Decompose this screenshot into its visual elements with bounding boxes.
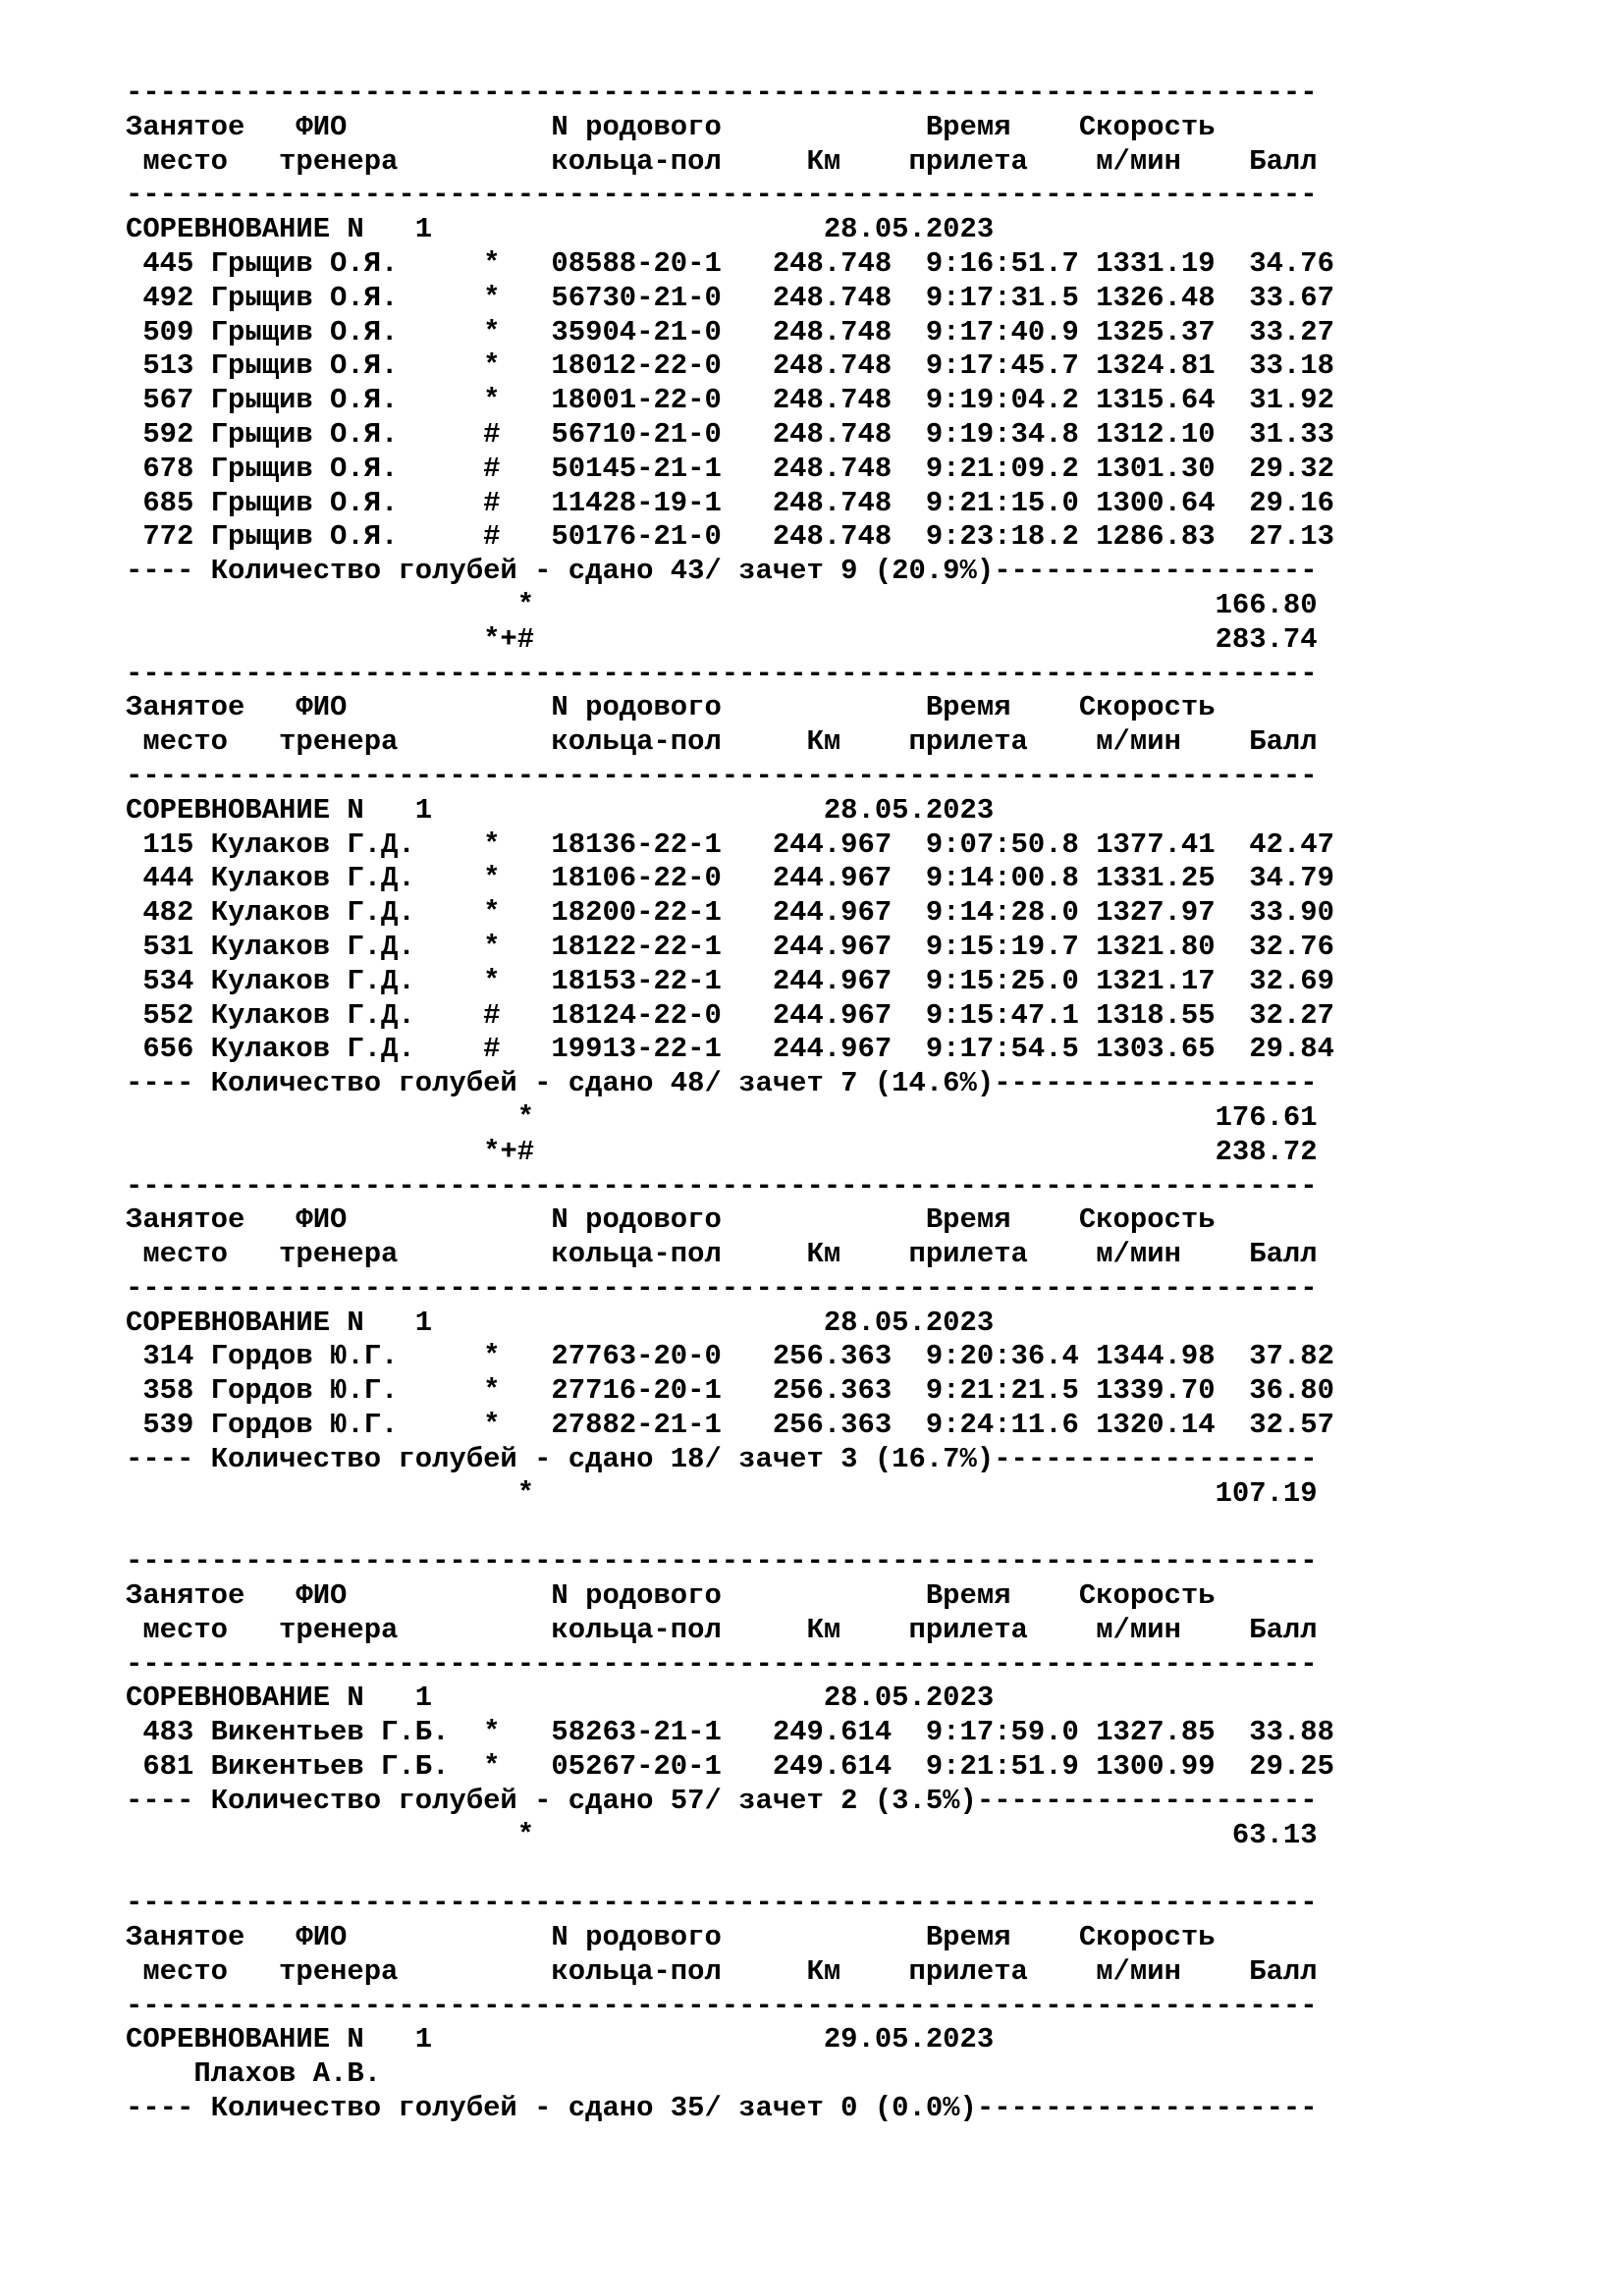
summary-line: ---- Количество голубей - сдано 18/ зачет 3 (16.7%)------------------- (126, 1442, 1318, 1475)
total-line: * 63.13 (126, 1818, 1318, 1851)
summary-line: ---- Количество голубей - сдано 43/ зачет 9 (20.9%)------------------- (126, 555, 1318, 588)
competition-line: СОРЕВНОВАНИЕ N 1 28.05.2023 (126, 213, 995, 246)
column-header-line: место тренера кольца-пол Км прилета м/мин Балл (126, 144, 1318, 178)
blank-line (126, 1511, 1334, 1545)
separator-line: ---------------------------------------------------------------------- (126, 759, 1318, 792)
total-line: * 176.61 (126, 1100, 1318, 1134)
separator-line: ---------------------------------------------------------------------- (126, 179, 1318, 212)
result-row: 513 Грыщив О.Я. * 18012-22-0 248.748 9:17:45.7 1324.81 33.18 (126, 349, 1334, 383)
result-row: 444 Кулаков Г.Д. * 18106-22-0 244.967 9:14:00.8 1331.25 34.79 (126, 862, 1334, 895)
separator-line: ---------------------------------------------------------------------- (126, 1887, 1318, 1920)
result-row: 314 Гордов Ю.Г. * 27763-20-0 256.363 9:20:36.4 1344.98 37.82 (126, 1340, 1334, 1373)
summary-line: ---- Количество голубей - сдано 48/ зачет 7 (14.6%)------------------- (126, 1067, 1318, 1100)
result-row: 539 Гордов Ю.Г. * 27882-21-1 256.363 9:24:11.6 1320.14 32.57 (126, 1409, 1334, 1442)
result-row: 685 Грыщив О.Я. # 11428-19-1 248.748 9:21:15.0 1300.64 29.16 (126, 486, 1334, 519)
separator-line: ---------------------------------------------------------------------- (126, 657, 1318, 690)
column-header-line: место тренера кольца-пол Км прилета м/мин Балл (126, 1238, 1318, 1271)
separator-line: ---------------------------------------------------------------------- (126, 77, 1318, 109)
separator-line: ---------------------------------------------------------------------- (126, 1545, 1318, 1578)
column-header-line: место тренера кольца-пол Км прилета м/мин Балл (126, 725, 1318, 759)
column-header-line: Занятое ФИО N родового Время Скорость (126, 1579, 1216, 1613)
result-row: 531 Кулаков Г.Д. * 18122-22-1 244.967 9:15:19.7 1321.80 32.76 (126, 930, 1334, 963)
result-row: 678 Грыщив О.Я. # 50145-21-1 248.748 9:21:09.2 1301.30 29.32 (126, 452, 1334, 485)
separator-line: ---------------------------------------------------------------------- (126, 1271, 1318, 1305)
competition-line: СОРЕВНОВАНИЕ N 1 28.05.2023 (126, 1306, 995, 1339)
report-line: Плахов А.В. (126, 2057, 382, 2091)
column-header-line: место тренера кольца-пол Км прилета м/мин Балл (126, 1954, 1318, 1988)
competition-line: СОРЕВНОВАНИЕ N 1 28.05.2023 (126, 793, 995, 827)
summary-line: ---- Количество голубей - сдано 57/ зачет 2 (3.5%)-------------------- (126, 1784, 1318, 1817)
report-text (126, 77, 1334, 2126)
result-row: 534 Кулаков Г.Д. * 18153-22-1 244.967 9:15:25.0 1321.17 32.69 (126, 964, 1334, 997)
column-header-line: Занятое ФИО N родового Время Скорость (126, 110, 1216, 143)
competition-line: СОРЕВНОВАНИЕ N 1 28.05.2023 (126, 1682, 995, 1715)
column-header-line: Занятое ФИО N родового Время Скорость (126, 1921, 1216, 1954)
summary-line: ---- Количество голубей - сдано 35/ зачет 0 (0.0%)-------------------- (126, 2092, 1318, 2125)
result-row: 509 Грыщив О.Я. * 35904-21-0 248.748 9:17:40.9 1325.37 33.27 (126, 315, 1334, 348)
result-row: 482 Кулаков Г.Д. * 18200-22-1 244.967 9:14:28.0 1327.97 33.90 (126, 896, 1334, 930)
total-line: * 166.80 (126, 588, 1318, 621)
result-row: 592 Грыщив О.Я. # 56710-21-0 248.748 9:19:34.8 1312.10 31.33 (126, 417, 1334, 451)
total-line: *+# 238.72 (126, 1135, 1318, 1168)
result-row: 492 Грыщив О.Я. * 56730-21-0 248.748 9:17:31.5 1326.48 33.67 (126, 281, 1334, 314)
total-line: *+# 283.74 (126, 622, 1318, 656)
column-header-line: Занятое ФИО N родового Время Скорость (126, 691, 1216, 724)
column-header-line: место тренера кольца-пол Км прилета м/мин Балл (126, 1613, 1318, 1646)
total-line: * 107.19 (126, 1476, 1318, 1510)
result-row: 445 Грыщив О.Я. * 08588-20-1 248.748 9:16:51.7 1331.19 34.76 (126, 246, 1334, 280)
result-row: 358 Гордов Ю.Г. * 27716-20-1 256.363 9:21:21.5 1339.70 36.80 (126, 1374, 1334, 1408)
result-row: 552 Кулаков Г.Д. # 18124-22-0 244.967 9:15:47.1 1318.55 32.27 (126, 998, 1334, 1032)
result-row: 115 Кулаков Г.Д. * 18136-22-1 244.967 9:07:50.8 1377.41 42.47 (126, 828, 1334, 861)
result-row: 483 Викентьев Г.Б. * 58263-21-1 249.614 9:17:59.0 1327.85 33.88 (126, 1716, 1334, 1749)
column-header-line: Занятое ФИО N родового Время Скорость (126, 1203, 1216, 1237)
competition-line: СОРЕВНОВАНИЕ N 1 29.05.2023 (126, 2023, 995, 2056)
result-row: 567 Грыщив О.Я. * 18001-22-0 248.748 9:19:04.2 1315.64 31.92 (126, 384, 1334, 417)
separator-line: ---------------------------------------------------------------------- (126, 1647, 1318, 1681)
result-row: 681 Викентьев Г.Б. * 05267-20-1 249.614 9:21:51.9 1300.99 29.25 (126, 1750, 1334, 1784)
separator-line: ---------------------------------------------------------------------- (126, 1989, 1318, 2022)
separator-line: ---------------------------------------------------------------------- (126, 1169, 1318, 1202)
blank-line (126, 1852, 1334, 1887)
result-row: 772 Грыщив О.Я. # 50176-21-0 248.748 9:23:18.2 1286.83 27.13 (126, 520, 1334, 554)
result-row: 656 Кулаков Г.Д. # 19913-22-1 244.967 9:17:54.5 1303.65 29.84 (126, 1033, 1334, 1066)
